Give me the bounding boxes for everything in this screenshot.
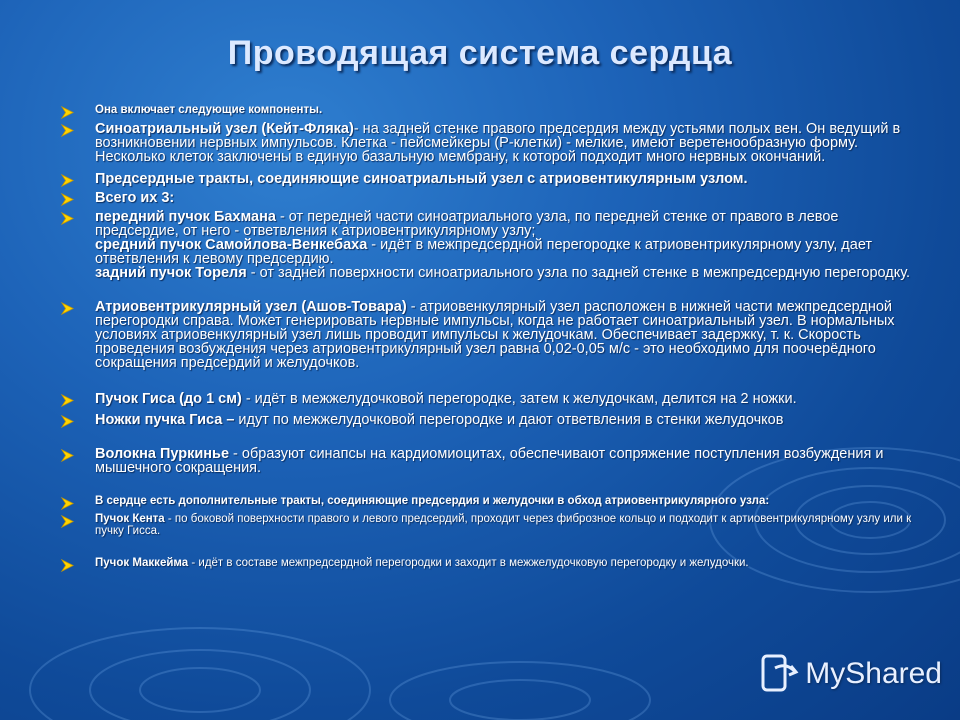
arrow-bullet-icon — [60, 192, 75, 207]
item-text: - образуют синапсы на кардиомиоцитах, обеспечивают сопряжение поступления возбуждения и мышечного сокращения. — [95, 446, 884, 476]
list-item — [60, 413, 920, 427]
list-item — [60, 300, 920, 370]
list-item — [60, 172, 920, 186]
item-bold-text: Синоатриальный узел (Кейт-Фляка) — [95, 121, 354, 137]
arrow-bullet-icon — [60, 414, 75, 429]
arrow-bullet-icon — [60, 301, 75, 316]
item-text: - на задней стенке правого предсердия между устьями полых вен. Он ведущий в возникновении нервных импульсов. Клетка - пейсмейкеры (Р-клетки) - мелкие, имеют веретенообразную форму. Несколько клеток заключены в единую базальную мембрану, к которой подходит много нервных окончаний. — [95, 121, 901, 165]
logo-text: MyShared — [805, 657, 942, 690]
item-text: - по боковой поверхности правого и левого предсердий, проходит через фиброзное кольцо и подходит к артиовентрикулярному узлу или к пучку Гисса. — [95, 513, 912, 537]
arrow-bullet-icon — [60, 448, 75, 463]
item-bold-text: Пучок Кента — [95, 513, 165, 525]
arrow-bullet-icon — [60, 211, 75, 226]
bundle-line-middle: средний пучок Самойлова-Венкебаха - идёт в межпредсердной перегородке к атриовентрикулярному узлу, дает ответвления к левому предсердию. — [95, 237, 873, 267]
arrow-bullet-icon — [60, 514, 75, 529]
arrow-bullet-icon — [60, 496, 75, 511]
arrow-bullet-icon — [60, 123, 75, 138]
item-bold-text: Ножки пучка Гиса – — [95, 412, 235, 428]
arrow-bullet-icon — [60, 393, 75, 408]
slide-content — [60, 104, 920, 569]
mobile-share-icon — [761, 654, 799, 694]
bundle-line-anterior: передний пучок Бахмана - от передней части синоатриального узла, по передней стенке от правого в левое предсердие, от него - ответвления к атриовентрикулярному узлу; — [95, 209, 839, 239]
item-bold-text: Всего их 3: — [95, 190, 175, 206]
list-item — [60, 392, 920, 406]
list-item — [60, 513, 920, 537]
item-bold-text: В сердце есть дополнительные тракты, соединяющие предсердия и желудочки в обход атриовентрикулярного узла: — [95, 495, 770, 507]
list-item — [60, 122, 920, 164]
item-text: - идёт в составе межпредсердной перегородки и заходит в межжелудочковую перегородку и желудочки. — [188, 557, 749, 569]
list-item — [60, 104, 920, 116]
bundle-line-posterior: задний пучок Тореля - от задней поверхности синоатриального узла по задней стенке в межпредсердную перегородку. — [95, 265, 911, 281]
list-item — [60, 495, 920, 507]
item-bold-text: Предсердные тракты, соединяющие синоатриальный узел с атриовентикулярным узлом. — [95, 171, 748, 187]
arrow-bullet-icon — [60, 105, 75, 120]
item-bold-text: Пучок Маккейма — [95, 557, 189, 569]
arrow-bullet-icon — [60, 558, 75, 573]
arrow-bullet-icon — [60, 173, 75, 188]
item-text: - идёт в межжелудочковой перегородке, затем к желудочкам, делится на 2 ножки. — [241, 391, 797, 407]
item-bold-text: Атриовентрикулярный узел (Ашов-Товара) — [95, 299, 407, 315]
item-bold-text: Пучок Гиса (до 1 см) — [95, 391, 242, 407]
list-item — [60, 447, 920, 475]
list-item — [60, 191, 920, 205]
item-text: идут по межжелудочковой перегородке и дают ответвления в стенки желудочков — [234, 412, 784, 428]
list-item — [60, 557, 920, 569]
myshared-logo — [761, 654, 942, 694]
item-text: - атриовенкулярный узел расположен в нижней части межпредсердной перегородки справа. Может генерировать нервные импульсы, когда не работает синоатриальный узел. В нормальных условиях атриовенкулярный узел лишь проводит импульсы к желудочкам. Обеспечивает задержку, т. к. Скорость проведения возбуждения через атриовентрикулярный узел равна 0,02-0,05 м/с - это необходимо для поочерёдного сокращения предсердий и желудочков. — [95, 299, 895, 371]
list-item — [60, 210, 920, 280]
item-bold-text: Волокна Пуркинье — [95, 446, 230, 462]
item-bold-text: Она включает следующие компоненты. — [95, 104, 323, 116]
slide-title: Проводящая система сердца — [227, 34, 733, 72]
